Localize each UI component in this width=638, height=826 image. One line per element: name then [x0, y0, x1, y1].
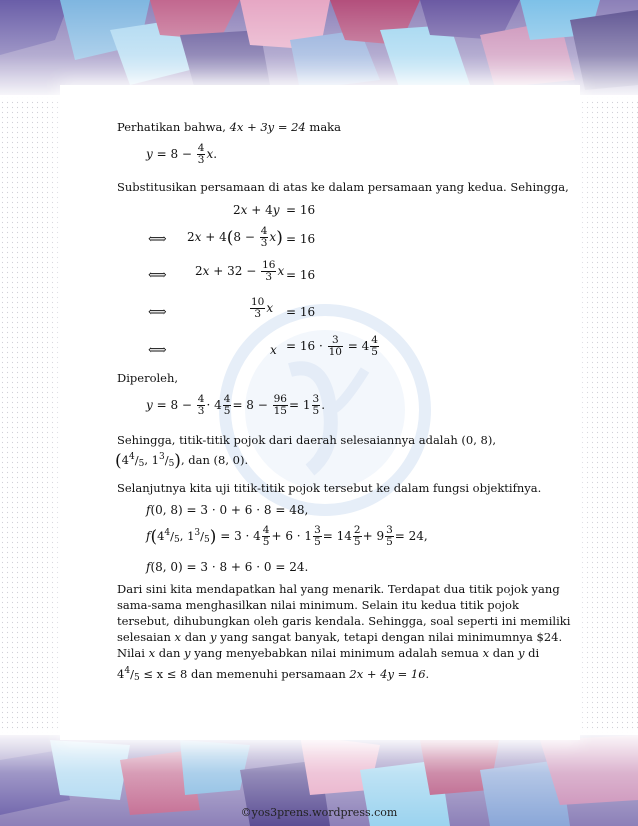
intro-line: Perhatikan bahwa, 4x + 3y = 24 maka: [117, 120, 342, 134]
conclusion-line-6: $4^4/_5 \le x \le 8$ dan memenuhi persamaan 2x + 4y = 16.: [117, 666, 430, 683]
equation-y: y = 8 − $\frac{4}{3}$ x.: [146, 142, 218, 166]
substitution-line: Substitusikan persamaan di atas ke dalam persamaan yang kedua. Sehingga,: [117, 180, 569, 194]
conclusion-line-1: Dari sini kita mendapatkan hal yang menarik. Terdapat dua titik pojok yang: [117, 582, 560, 596]
step-4: x: [270, 343, 277, 357]
iff-symbol: ⟺: [148, 232, 167, 247]
iff-symbol: ⟺: [148, 305, 167, 320]
test-points-line: Selanjutnya kita uji titik-titik pojok tersebut ke dalam fungsi objektifnya.: [117, 481, 542, 495]
iff-symbol: ⟺: [148, 268, 167, 283]
footer-credit: ©yos3prens.wordpress.com: [240, 806, 398, 819]
step-2-rhs: = 16: [286, 268, 316, 282]
corner-points-line: Sehingga, titik-titik pojok dari daerah selesaiannya adalah (0, 8),: [117, 433, 496, 447]
f-corner: $f(4^4/_5$, $1^3/_5) = 3 \cdot 4$ $\frac{4}{5}$ + 6 · 1 $\frac{3}{5}$ = 14 $\frac{2}{5}$ + 9 $\frac{3}{5}$ = 24,: [146, 524, 428, 548]
step-4-rhs: = 16 · $\frac{3}{10}$ = 4 $\frac{4}{5}$: [286, 334, 378, 358]
step-0-rhs: = 16: [286, 203, 316, 217]
conclusion-line-3: tersebut, dihubungkan oleh garis kendala. Sehingga, soal seperti ini memiliki: [117, 614, 571, 628]
equation-y-value: y = 8 − $\frac{4}{3}$ · 4 $\frac{4}{5}$ = 8 − $\frac{96}{15}$ = 1 $\frac{3}{5}$ .: [146, 393, 326, 417]
step-3: $\frac{10}{3}$ x: [251, 296, 274, 320]
step-2: 2x + 32 − $\frac{16}{3}$ x: [195, 259, 285, 283]
corner-points-line-2: ($4^4/_5$, $1^3/_5$), dan (8, 0).: [115, 451, 249, 471]
step-1: 2x + 4(8 − $\frac{4}{3}$ x): [187, 225, 283, 249]
step-3-rhs: = 16: [286, 305, 316, 319]
f-8-0: f(8, 0) = 3 · 8 + 6 · 0 = 24.: [146, 560, 309, 574]
iff-symbol: ⟺: [148, 343, 167, 358]
diperoleh-label: Diperoleh,: [117, 371, 179, 385]
step-0: 2x + 4y: [233, 203, 280, 217]
conclusion-line-2: sama-sama menghasilkan nilai minimum. Selain itu kedua titik pojok: [117, 598, 519, 612]
f-0-8: f(0, 8) = 3 · 0 + 6 · 8 = 48,: [146, 503, 309, 517]
conclusion-line-4: selesaian x dan y yang sangat banyak, tetapi dengan nilai minimumnya $24.: [117, 630, 563, 644]
step-1-rhs: = 16: [286, 232, 316, 246]
conclusion-line-5: Nilai x dan y yang menyebabkan nilai minimum adalah semua x dan y di: [117, 646, 540, 660]
